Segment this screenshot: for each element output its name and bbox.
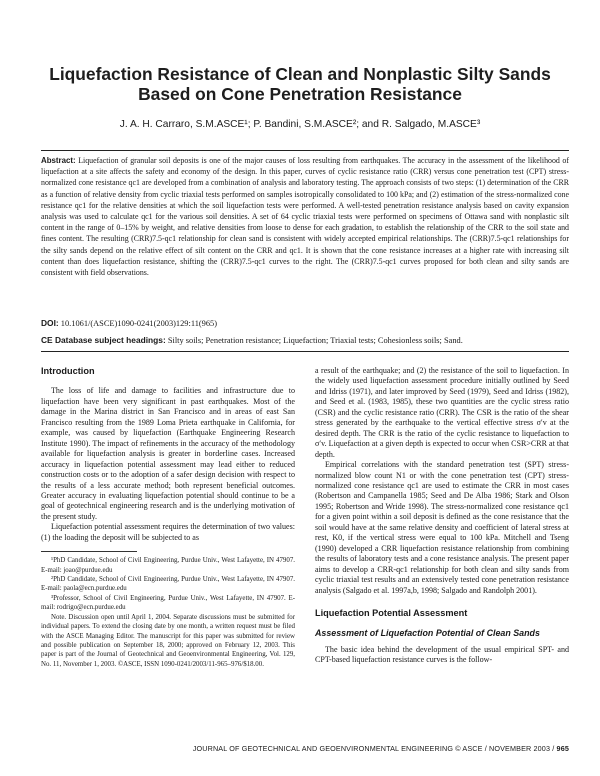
intro-heading: Introduction [41, 366, 95, 376]
abstract [41, 155, 569, 278]
page-footer [0, 744, 569, 753]
footnote-2: ²PhD Candidate, School of Civil Engineering, Purdue Univ., West Lafayette, IN 47907. E-mail: paola@ecn.purdue.edu [41, 576, 295, 593]
right-column [315, 366, 569, 666]
footnote-3: ³Professor, School of Civil Engineering, Purdue Univ., West Lafayette, IN 47907. E-mail: rodrigo@ecn.purdue.edu [41, 594, 295, 612]
title-line-1: Liquefaction Resistance of Clean and Nonplastic Silty Sands [49, 64, 551, 84]
editorial-note: Note. Discussion open until April 1, 2004. Separate discussions must be submitted for individual papers. To extend the closing date by one month, a written request must be filed with the ASCE Managing Editor. The manuscript for this paper was submitted for review and possible publication on September 18, 2000; approved on February 12, 2003. This paper is part of the Journal of Geotechnical and Geoenvironmental Engineering, Vol. 129, No. 11, November 1, 2003. ©ASCE, ISSN 1090-0241/2003/11-965–976/$18.00. [41, 613, 295, 668]
abstract-label: Abstract: [41, 156, 76, 165]
doi-value[interactable]: 10.1061/(ASCE)1090-0241(2003)129:11(965) [60, 319, 218, 328]
page-number: 965 [556, 744, 569, 753]
footnote-rule [41, 551, 137, 552]
section-heading-liquefaction: Liquefaction Potential Assessment [315, 607, 468, 618]
title-line-2: Based on Cone Penetration Resistance [138, 84, 462, 104]
intro-paragraph-2: Liquefaction potential assessment requires the determination of two values: (1) the loading the deposit will be subjected to as [41, 522, 295, 542]
right-paragraph-1: a result of the earthquake; and (2) the resistance of the soil to liquefaction. In the widely used liquefaction assessment procedure initially outlined by Seed and Idriss (1971), and later improved by Seed (1979), Seed and Idriss (1982), and Seed et al. (1983, 1985), these two quantities are the cyclic stress ratio (CSR) and the cyclic resistance ratio (CRR). The CSR is the ratio of the shear stress generated by the earthquake to the vertical effective stress σ′v at the desired depth. The CRR is the ratio of the cyclic resistance to liquefaction to σ′v. Liquefaction at a given depth is expected to occur when CSR>CRR at that depth. [315, 366, 569, 459]
paper-title [30, 64, 570, 104]
journal-footer-text: JOURNAL OF GEOTECHNICAL AND GEOENVIRONMENTAL ENGINEERING © ASCE / NOVEMBER 2003 / [192, 744, 555, 753]
doi-line [41, 318, 217, 328]
subject-headings [41, 335, 463, 345]
doi-label: DOI: [41, 318, 59, 328]
subject-headings-value: Silty soils; Penetration resistance; Liquefaction; Triaxial tests; Cohesionless soils; Sand. [167, 336, 463, 345]
abstract-text: Liquefaction of granular soil deposits is one of the major causes of loss resulting from earthquakes. The accuracy in the assessment of the likelihood of liquefaction at a site affects the safety and economy of the design. In this paper, curves of cyclic resistance ratio (CRR) versus cone penetration test (CPT) stress-normalized cone resistance qc1 are developed from a combination of analysis and laboratory testing. The approach consists of two steps: (1) determination of the CRR as a function of relative density from cyclic triaxial tests performed on samples isotropically consolidated to 100 kPa; and (2) estimation of the stress-normalized cone resistance qc1 for the relative densities at which the soil liquefaction tests were performed. A well-tested penetration resistance analysis based on cavity expansion analysis was used to calculate qc1 for the various soil densities. A set of 64 cyclic triaxial tests were performed on specimens of Ottawa sand with nonplastic silt content in the range of 0–15% by weight, and relative densities from loose to dense for each gradation, to establish the relationship of the CRR to the soil state and fines content. The resulting (CRR)7.5-qc1 relationship for clean sand is consistent with widely accepted empirical relationships. The (CRR)7.5-qc1 relationships for the silty sands depend on the relative effect of silt content on the CRR and qc1. It is shown that the cone resistance increases at a higher rate with increasing silt content than does liquefaction resistance, shifting the (CRR)7.5-qc1 curves to the right. The (CRR)7.5-qc1 curves proposed for both clean and silty sands are consistent with field observations. [41, 156, 569, 278]
left-column [41, 366, 295, 669]
footnotes [41, 556, 295, 669]
mid-rule [41, 351, 569, 352]
subsection-heading-clean-sands: Assessment of Liquefaction Potential of Clean Sands [315, 628, 540, 639]
right-paragraph-3: The basic idea behind the development of the usual empirical SPT- and CPT-based liquefaction resistance curves is the follow- [315, 644, 569, 665]
right-paragraph-2: Empirical correlations with the standard penetration test (SPT) stress-normalized blow count N1 or with the cone penetration test (CPT) stress-normalized cone resistance qc1 are used to estimate the CRR in most cases (Robertson and Campanella 1985; Seed and De Alba 1986; Stark and Olson 1995; Robertson and Wride 1998). The stress-normalized cone resistance qc1 for a given point within a soil deposit is defined as the cone resistance that the soil would have at the same relative density and coefficient of lateral stress at rest, K0, if the vertical stress were equal to 100 kPa. Mitchell and Tseng (1990) developed a CRR liquefaction resistance relationship from combining the results of laboratory tests and a cone resistance analysis. The present paper aims to develop a CRR-qc1 relationship for both clean and silty sands from cyclic triaxial test results and an extensively tested cone penetration resistance analysis (Salgado et al. 1997a,b, 1998; Salgado and Randolph 2001). [315, 460, 569, 595]
intro-paragraph-1: The loss of life and damage to facilities and infrastructure due to liquefaction have been very significant in past earthquakes. Most of the damage in the Marina district in San Francisco and in areas of east San Francisco resulting from the 1989 Loma Prieta earthquake in California, for example, was caused by liquefaction (Earthquake Engineering Research Institute 1990). The impact of refinements in the accuracy of the methodology available for liquefaction analysis is greater in borderline cases. Increased accuracy in liquefaction potential assessment may lead either to reduced construction costs or to the adoption of a safer design decision with respect to the results of a less accurate method; both represent beneficial outcomes. Greater accuracy in evaluating liquefaction potential should continue to be a goal of geotechnical engineering research and is the underlying motivation of the present study. [41, 386, 295, 521]
author-list: J. A. H. Carraro, S.M.ASCE¹; P. Bandini, S.M.ASCE²; and R. Salgado, M.ASCE³ [119, 119, 481, 130]
subject-headings-label: CE Database subject headings: [41, 335, 166, 345]
top-rule [41, 150, 569, 151]
footnote-1: ¹PhD Candidate, School of Civil Engineering, Purdue Univ., West Lafayette, IN 47907. E-mail: joao@purdue.edu [41, 557, 295, 574]
